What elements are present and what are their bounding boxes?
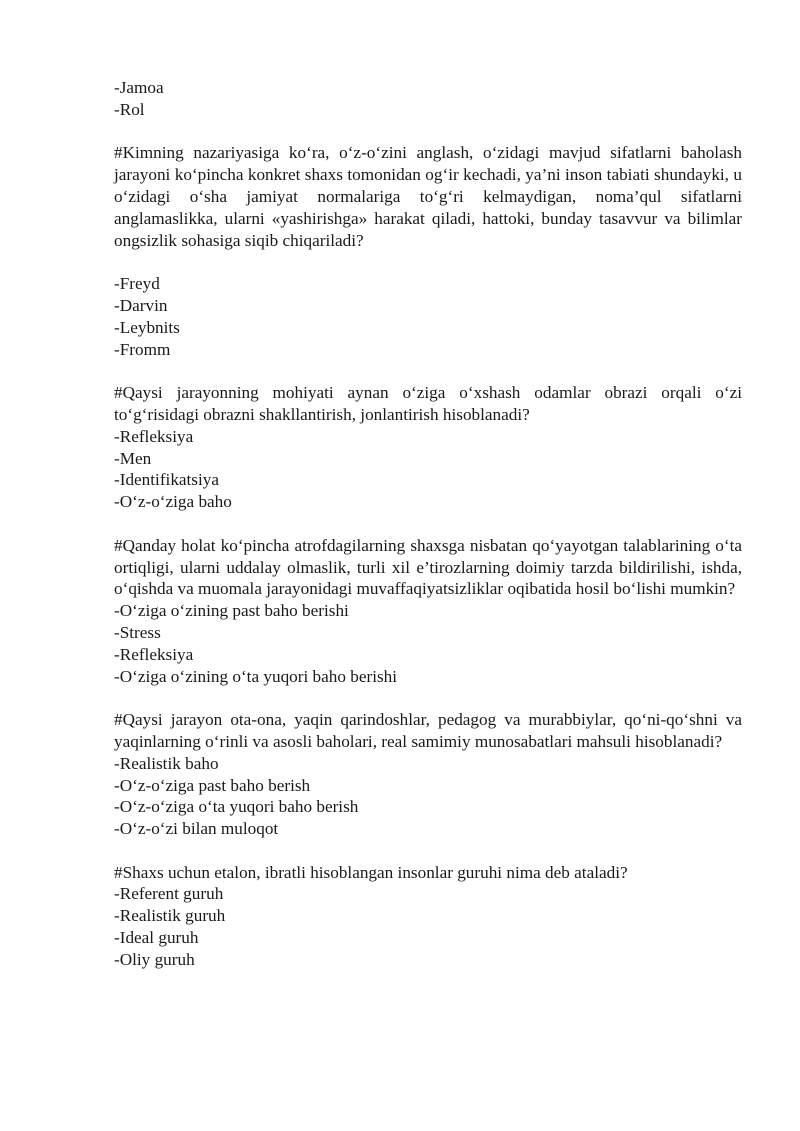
question-2-option-3: -Identifikatsiya [114, 470, 219, 490]
question-4-option-3: -O‘z-o‘ziga o‘ta yuqori baho berish [114, 797, 359, 817]
question-4-text: #Qaysi jarayon ota-ona, yaqin qarindoshlar, pedagog va murabbiylar, qo‘ni-qo‘shni va yaqinlarning o‘rinli va asosli baholari, real samimiy munosabatlari mahsuli hisoblanadi? [114, 710, 742, 751]
intro-option-1: -Jamoa [114, 78, 164, 97]
question-3-option-3: -Refleksiya [114, 644, 194, 664]
question-1-option-1: -Freyd [114, 274, 160, 294]
question-block-1 [114, 142, 742, 360]
question-block-2 [114, 382, 742, 513]
question-2-text: #Qaysi jarayonning mohiyati aynan o‘ziga o‘xshash odamlar obrazi orqali o‘zi to‘g‘risidagi obrazni shakllantirish, jonlantirish hisoblanadi? [114, 383, 742, 424]
question-3-text: #Qanday holat ko‘pincha atrofdagilarning shaxsga nisbatan qo‘yayotgan talablarining o‘ta ortiqligi, ularni uddalay olmaslik, turli xil e’tirozlarning doimiy tarzda bildirilishi, ishda, o‘qishda va muomala jarayonidagi muvaffaqiyatsizliklar oqibatida hosil bo‘lishi mumkin? [114, 535, 742, 599]
question-5-option-1: -Referent guruh [114, 884, 224, 904]
question-5-option-3: -Ideal guruh [114, 928, 199, 948]
question-block-5 [114, 862, 742, 971]
question-5-option-2: -Realistik guruh [114, 906, 226, 926]
question-4-option-2: -O‘z-o‘ziga past baho berish [114, 775, 311, 795]
question-1-option-2: -Darvin [114, 295, 168, 315]
question-3-option-2: -Stress [114, 622, 161, 642]
question-1-option-4: -Fromm [114, 339, 171, 359]
question-1-option-3: -Leybnits [114, 317, 180, 337]
question-3-option-1: -O‘ziga o‘zining past baho berishi [114, 601, 349, 621]
question-1-text: #Kimning nazariyasiga ko‘ra, o‘z-o‘zini anglash, o‘zidagi mavjud sifatlarni baholash jarayoni ko‘pincha konkret shaxs tomonidan og‘ir kechadi, ya’ni inson tabiati shundayki, u o‘zidagi o‘sha jamiyat normalariga to‘g‘ri kelmaydigan, noma’qul sifatlarni anglamaslikka, ularni «yashirishga» harakat qiladi, hattoki, bunday tasavvur va bilimlar ongsizlik sohasiga siqib chiqariladi? [114, 143, 742, 250]
intro-option-2: -Rol [114, 99, 145, 119]
question-2-option-4: -O‘z-o‘ziga baho [114, 492, 232, 512]
question-block-3 [114, 535, 742, 688]
question-2-option-1: -Refleksiya [114, 426, 194, 446]
document-page [114, 77, 742, 971]
question-5-text: #Shaxs uchun etalon, ibratli hisoblangan insonlar guruhi nima deb ataladi? [114, 862, 628, 882]
question-3-option-4: -O‘ziga o‘zining o‘ta yuqori baho berishi [114, 666, 398, 686]
question-block-4 [114, 709, 742, 840]
question-4-option-1: -Realistik baho [114, 753, 219, 773]
question-2-option-2: -Men [114, 448, 152, 468]
question-5-option-4: -Oliy guruh [114, 949, 195, 969]
question-4-option-4: -O‘z-o‘zi bilan muloqot [114, 819, 279, 839]
